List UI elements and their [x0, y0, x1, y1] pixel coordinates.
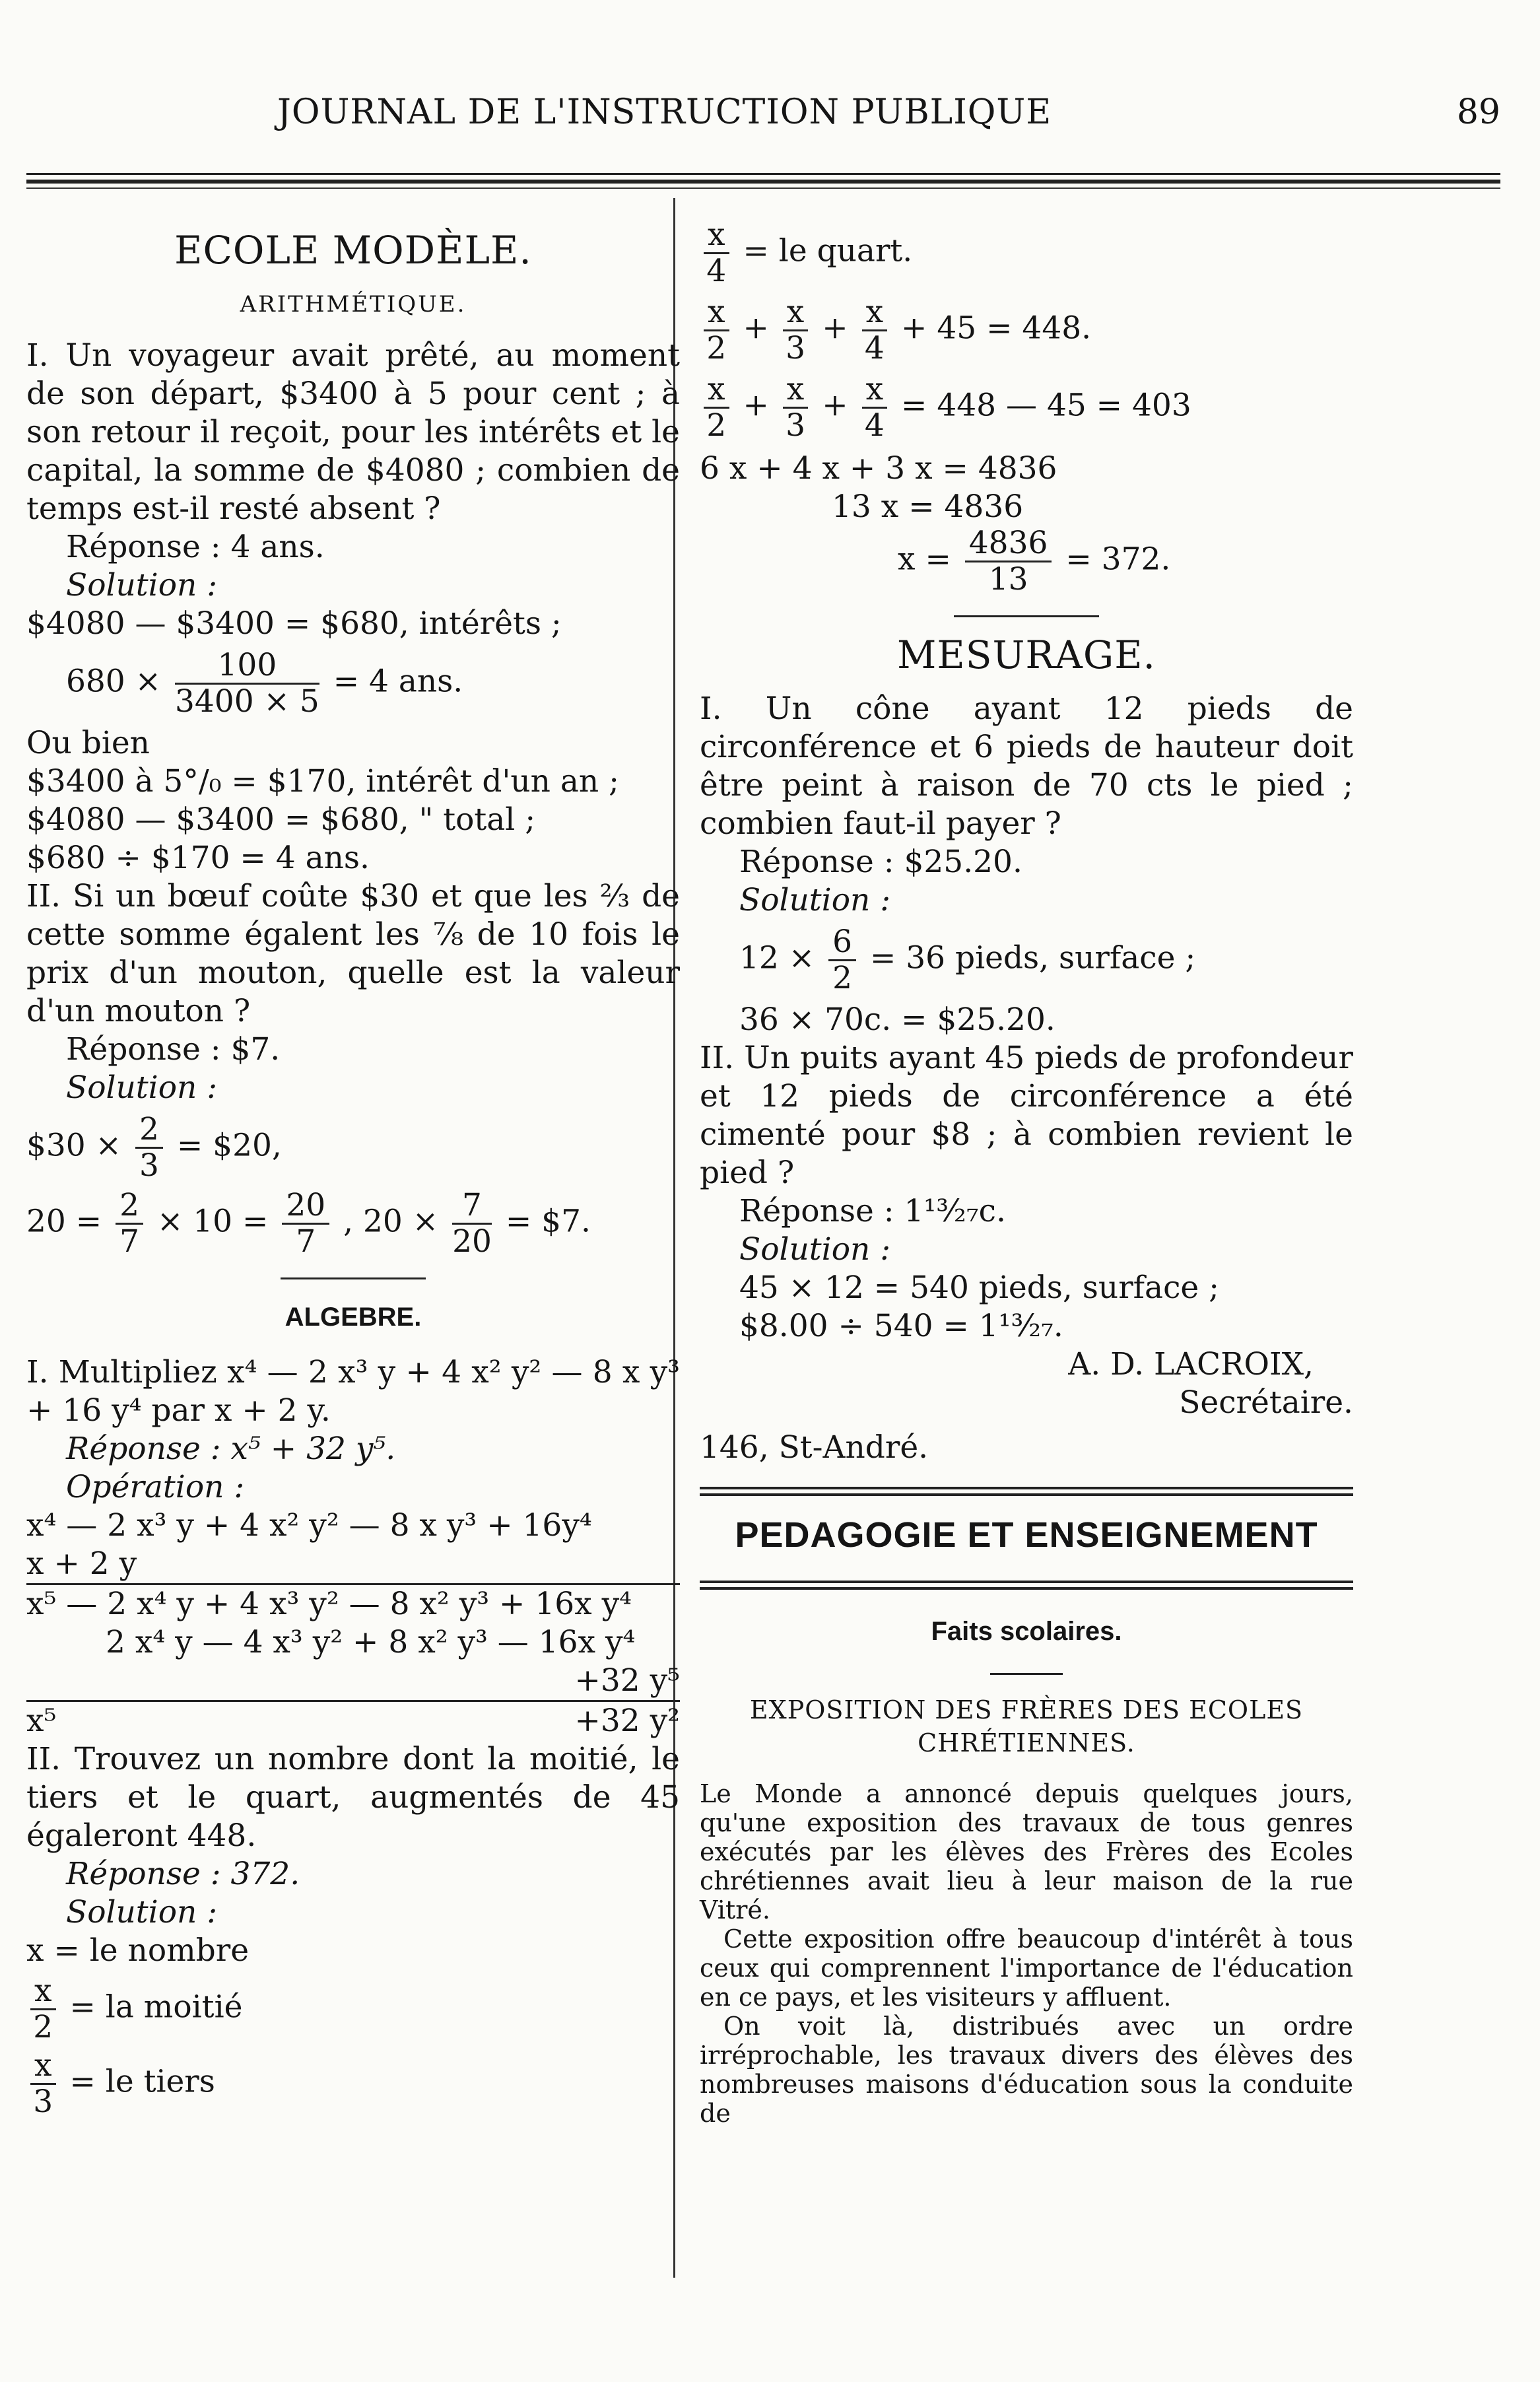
operation-line-5: +32 y⁵	[26, 1662, 680, 1702]
section-rule	[954, 615, 1099, 617]
signature-title: Secrétaire.	[1179, 1384, 1353, 1421]
problem-2-line-2-mid2: , 20 ×	[343, 1203, 439, 1240]
operation-line-4: 2 x⁴ y — 4 x³ y² + 8 x² y³ — 16x y⁴	[106, 1624, 636, 1660]
problem-2-line-2-tail: = $7.	[505, 1203, 591, 1240]
algebra-2-line-3-tail: = le tiers	[69, 2063, 215, 2100]
fraction-numerator: x	[862, 372, 888, 409]
eq-line-5: 13 x = 4836	[832, 489, 1024, 525]
mesurage-2-line-1: 45 × 12 = 540 pieds, surface ;	[739, 1270, 1219, 1306]
fraction	[704, 372, 729, 443]
fraction	[783, 372, 809, 443]
eq-line-6-tail: = 372.	[1065, 541, 1171, 578]
fraction-numerator: 6	[828, 925, 856, 961]
fraction-numerator: x	[783, 372, 809, 409]
fraction	[828, 925, 856, 996]
problem-1-answer: Réponse : 4 ans.	[66, 529, 325, 565]
eq-sum-1-tail: + 45 = 448.	[901, 310, 1092, 347]
fraction-denominator: 2	[706, 330, 727, 366]
eq-quart-tail: = le quart.	[743, 232, 913, 269]
algebra-2-text: II. Trouvez un nombre dont la moitié, le tiers et le quart, augmentés de 45 égaleront 448.	[26, 1741, 680, 1854]
eq-quart	[700, 218, 1353, 289]
fraction-numerator: x	[704, 295, 729, 331]
fraction-denominator: 3	[33, 2084, 53, 2120]
problem-1-line-2	[26, 648, 680, 719]
problem-1-line-4: $4080 — $3400 = $680, " total ;	[26, 801, 536, 838]
problem-1-alt-label: Ou bien	[26, 725, 150, 761]
fraction-denominator: 2	[33, 2009, 53, 2045]
mesurage-1-solution-label: Solution :	[739, 882, 891, 918]
mesurage-1-line-1	[700, 925, 1353, 996]
signature-name-text: A. D. LACROIX,	[1068, 1346, 1314, 1382]
section-title-mesurage: MESURAGE.	[896, 632, 1156, 677]
fraction-denominator: 4	[864, 407, 885, 444]
subtitle-faits-scolaires: Faits scolaires.	[931, 1617, 1122, 1646]
section-title-ecole: ECOLE MODÈLE.	[174, 228, 532, 273]
mesurage-2-answer: Réponse : 1¹³⁄₂₇c.	[739, 1193, 1006, 1229]
mesurage-1-line-1-tail: = 36 pieds, surface ;	[869, 939, 1196, 976]
header-rule	[26, 173, 1500, 175]
problem-2-line-1	[26, 1112, 680, 1183]
fraction	[175, 648, 319, 719]
address: 146, St-André.	[700, 1429, 929, 1466]
problem-2-line-2	[26, 1188, 680, 1259]
fraction-denominator: 3400 × 5	[174, 683, 319, 720]
fraction-numerator: x	[704, 372, 729, 409]
mesurage-1-line-1-lead: 12 ×	[739, 939, 815, 976]
operation-line-3: x⁵ — 2 x⁴ y + 4 x³ y² — 8 x² y³ + 16x y⁴	[26, 1586, 632, 1622]
eq-sum-2-tail: = 448 — 45 = 403	[901, 387, 1191, 424]
algebra-2-line-2-tail: = la moitié	[69, 1989, 243, 2025]
fraction	[282, 1188, 329, 1259]
problem-2-answer: Réponse : $7.	[66, 1031, 281, 1068]
fraction-denominator: 20	[452, 1223, 492, 1260]
exposition-title-2: CHRÉTIENNES.	[918, 1728, 1135, 1757]
eq-line-6-lead: x =	[898, 541, 951, 578]
fraction	[30, 1974, 56, 2045]
fraction-numerator: x	[783, 295, 809, 331]
algebra-1-operation-label: Opération :	[66, 1469, 245, 1505]
signature-name	[700, 1345, 1353, 1384]
article-paragraph-3: On voit là, distribués avec un ordre irréprochable, les travaux divers des élèves des nombreuses maisons d'éducation sous la conduite de	[700, 2012, 1353, 2128]
fraction-denominator: 2	[706, 407, 727, 444]
mesurage-2-line-2: $8.00 ÷ 540 = 1¹³⁄₂₇.	[739, 1308, 1063, 1344]
algebra-1-text: I. Multipliez x⁴ — 2 x³ y + 4 x² y² — 8 x y³ + 16 y⁴ par x + 2 y.	[26, 1354, 680, 1429]
section-double-rule-lower	[700, 1581, 1353, 1590]
fraction	[704, 295, 729, 366]
fraction	[862, 372, 888, 443]
fraction	[135, 1112, 163, 1183]
operation-line-1: x⁴ — 2 x³ y + 4 x² y² — 8 x y³ + 16y⁴	[26, 1507, 592, 1544]
algebra-2-line-2	[26, 1974, 680, 2045]
header-rule-thick	[26, 180, 1500, 184]
operation-result-lead: x⁵	[26, 1703, 57, 1739]
subtitle-algebre: ALGEBRE.	[285, 1303, 422, 1332]
fraction	[783, 295, 809, 366]
eq-line-4: 6 x + 4 x + 3 x = 4836	[700, 450, 1057, 487]
fraction-numerator: x	[30, 2049, 56, 2085]
mesurage-2-text: II. Un puits ayant 45 pieds de profondeur et 12 pieds de circonférence a été cimenté pour $8 ; à combien revient le pied ?	[700, 1040, 1353, 1191]
mesurage-2-solution-label: Solution :	[739, 1231, 891, 1268]
exposition-title-1: EXPOSITION DES FRÈRES DES ECOLES	[749, 1695, 1304, 1724]
fraction	[116, 1188, 143, 1259]
eq-line-6	[700, 526, 1353, 597]
problem-1-solution-label: Solution :	[66, 567, 218, 603]
eq-sum-1: $\frac{x}{2}$ + $\frac{x}{3}$ + $\frac{x}{4}$ + 45 = 448.	[700, 295, 1353, 366]
operation-line-2: x + 2 y	[26, 1545, 680, 1585]
fraction-denominator: 3	[139, 1147, 159, 1184]
fraction	[862, 295, 888, 366]
problem-1-line-5: $680 ÷ $170 = 4 ans.	[26, 840, 370, 876]
fraction-denominator: 3	[786, 407, 805, 444]
fraction-denominator: 13	[988, 561, 1028, 597]
fraction-denominator: 2	[832, 960, 852, 996]
problem-1-text: I. Un voyageur avait prêté, au moment de son départ, $3400 à 5 pour cent ; à son retour il reçoit, pour les intérêts et le capital, la somme de $4080 ; combien de temps est-il resté absent ?	[26, 337, 680, 527]
fraction-denominator: 4	[706, 253, 727, 289]
operation-result	[26, 1702, 680, 1740]
fraction-denominator: 4	[864, 330, 885, 366]
fraction	[704, 218, 729, 289]
fraction-numerator: 2	[135, 1112, 163, 1149]
problem-1-line-1: $4080 — $3400 = $680, intérêts ;	[26, 605, 562, 642]
fraction-numerator: 7	[452, 1188, 492, 1225]
fraction-numerator: x	[30, 1974, 56, 2010]
algebra-2-line-3	[26, 2049, 680, 2119]
algebra-2-line-1: x = le nombre	[26, 1932, 250, 1969]
fraction-numerator: 20	[282, 1188, 329, 1225]
article-paragraph-2: Cette exposition offre beaucoup d'intérêt à tous ceux qui comprennent l'importance de l'éducation en ce pays, et les visiteurs y affluent.	[700, 1924, 1353, 2012]
algebra-2-solution-label: Solution :	[66, 1894, 218, 1930]
fraction	[965, 526, 1052, 597]
mesurage-1-text: I. Un cône ayant 12 pieds de circonférence et 6 pieds de hauteur doit être peint à raison de 70 cts le pied ; combien faut-il payer ?	[700, 691, 1353, 842]
section-rule	[990, 1673, 1063, 1675]
subtitle-arithmetique: ARITHMÉTIQUE.	[240, 291, 467, 318]
header-rule-lower	[26, 187, 1500, 189]
algebra-1-answer: Réponse : x⁵ + 32 y⁵.	[66, 1431, 396, 1467]
fraction	[30, 2049, 56, 2119]
left-column	[26, 218, 680, 2123]
mesurage-1-answer: Réponse : $25.20.	[739, 844, 1022, 880]
problem-2-line-2-lead: 20 =	[26, 1203, 102, 1240]
problem-1-line-3: $3400 à 5°/₀ = $170, intérêt d'un an ;	[26, 763, 619, 800]
section-rule	[281, 1277, 426, 1279]
problem-2-line-1-lead: $30 ×	[26, 1127, 122, 1164]
section-double-rule	[700, 1487, 1353, 1496]
problem-2-line-1-tail: = $20,	[176, 1127, 282, 1164]
page-header	[53, 92, 1500, 152]
problem-2-text: II. Si un bœuf coûte $30 et que les ⅔ de cette somme égalent les ⅞ de 10 fois le prix d'un mouton, quelle est la valeur d'un mouton ?	[26, 878, 680, 1029]
problem-2-line-2-mid: × 10 =	[156, 1203, 269, 1240]
fraction-denominator: 7	[296, 1223, 316, 1260]
eq-sum-2: $\frac{x}{2}$ + $\frac{x}{3}$ + $\frac{x}{4}$ = 448 — 45 = 403	[700, 372, 1353, 443]
right-column	[700, 218, 1353, 2128]
article-paragraph-1: Le Monde a annoncé depuis quelques jours, qu'une exposition des travaux de tous genres exécutés par les élèves des Frères des Ecoles chrétiennes avait lieu à leur maison de la rue Vitré.	[700, 1779, 1353, 1924]
fraction-numerator: x	[704, 218, 729, 254]
fraction-numerator: 2	[116, 1188, 143, 1225]
mesurage-1-line-2: 36 × 70c. = $25.20.	[739, 1002, 1055, 1038]
operation-result-tail: +32 y²	[574, 1703, 680, 1739]
running-title: JOURNAL DE L'INSTRUCTION PUBLIQUE	[277, 92, 1052, 132]
fraction	[452, 1188, 492, 1259]
fraction-numerator: 4836	[965, 526, 1052, 562]
section-title-pedagogie: PEDAGOGIE ET ENSEIGNEMENT	[735, 1515, 1318, 1555]
fraction-numerator: x	[862, 295, 888, 331]
problem-1-line-2-tail: = 4 ans.	[333, 663, 463, 700]
algebra-2-answer: Réponse : 372.	[66, 1856, 300, 1892]
fraction-numerator: 100	[175, 648, 319, 685]
page-number: 89	[1456, 92, 1500, 132]
fraction-denominator: 7	[119, 1223, 139, 1260]
problem-1-line-2-lead: 680 ×	[66, 663, 162, 700]
problem-2-solution-label: Solution :	[66, 1070, 218, 1106]
fraction-denominator: 3	[786, 330, 805, 366]
